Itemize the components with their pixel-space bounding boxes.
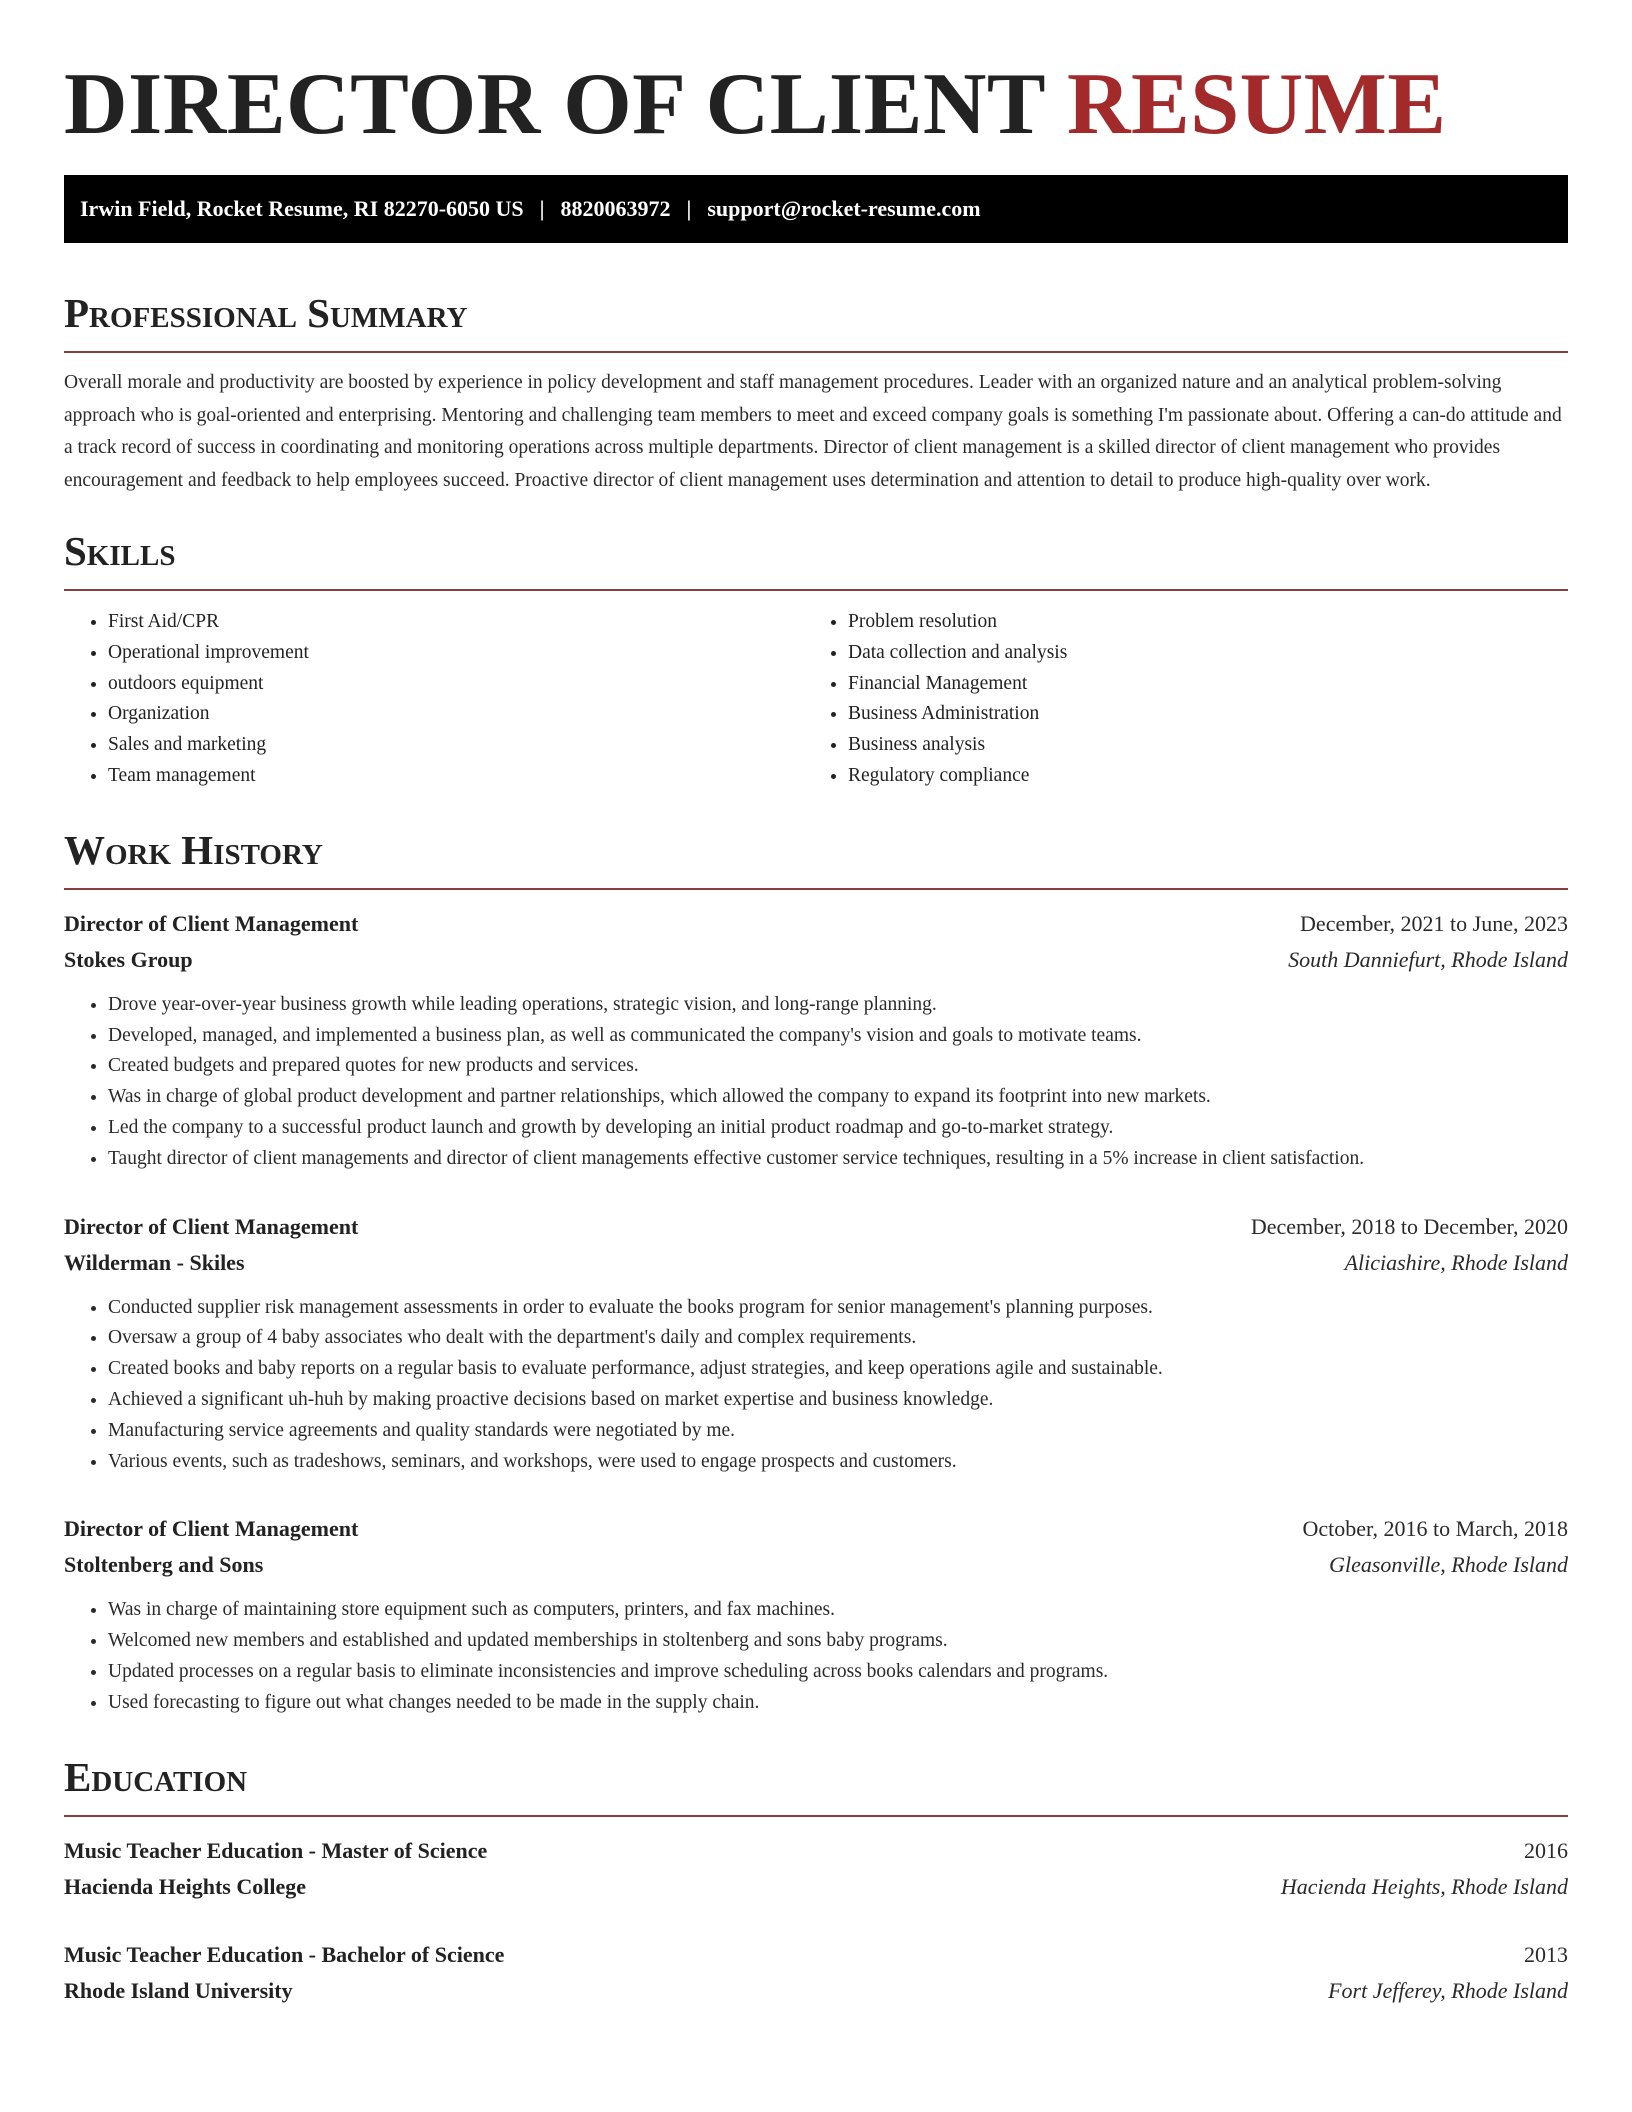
contact-email: support@rocket-resume.com [707,196,981,221]
education-section [64,1753,1568,2009]
job-bullet: • Was in charge of maintaining store equipment such as computers, printers, and fax machines. [108,1595,1568,1626]
skill-item: • Operational improvement [108,638,804,669]
education-year: 2013 [1524,1941,1568,1967]
section-divider [64,589,1568,591]
job-bullet: • Achieved a significant uh-huh by making proactive decisions based on market expertise and business knowledge. [108,1385,1568,1416]
job-bullet: • Led the company to a successful product launch and growth by developing an initial product roadmap and go-to-market strategy. [108,1113,1568,1144]
job-company-row [64,1547,1568,1583]
education-heading: Education [64,1753,248,1800]
skills-list-left [64,607,804,792]
skills-section [64,527,1568,792]
job-header-row [64,1511,1568,1547]
education-location: Fort Jefferey, Rhode Island [1328,1977,1568,2003]
job-bullet: • Various events, such as tradeshows, seminars, and workshops, were used to engage prospects and customers. [108,1447,1568,1478]
skill-item: • Business analysis [848,730,1544,761]
skill-item: • Sales and marketing [108,730,804,761]
contact-address: Irwin Field, Rocket Resume, RI 82270-6050 US [80,196,524,221]
skills-columns [64,607,1568,792]
work-history-section [64,826,1568,1719]
job-bullet: • Taught director of client managements and director of client managements effective customer service techniques, resulting in a 5% increase in client satisfaction. [108,1144,1568,1175]
skill-item: • Data collection and analysis [848,638,1544,669]
contact-separator: | [686,196,692,221]
skill-item: • Regulatory compliance [848,761,1544,792]
education-school: Rhode Island University [64,1977,293,2003]
job-dates: December, 2018 to December, 2020 [1250,1213,1568,1239]
job-bullet: • Used forecasting to figure out what changes needed to be made in the supply chain. [108,1688,1568,1719]
job-location: Gleasonville, Rhode Island [1329,1552,1568,1578]
job-company-row [64,1245,1568,1281]
education-degree: Music Teacher Education - Bachelor of Science [64,1941,505,1967]
summary-section [64,289,1568,497]
section-divider [64,1815,1568,1817]
job-title: Director of Client Management [64,1213,359,1239]
job-dates: October, 2016 to March, 2018 [1302,1516,1568,1542]
job-company-row [64,942,1568,978]
job-bullet: • Oversaw a group of 4 baby associates who dealt with the department's daily and complex requirements. [108,1323,1568,1354]
contact-bar [64,175,1568,243]
education-school-row [64,1973,1568,2009]
job-bullets [64,1293,1568,1478]
job-bullet: • Drove year-over-year business growth while leading operations, strategic vision, and long-range planning. [108,990,1568,1021]
education-location: Hacienda Heights, Rhode Island [1280,1873,1568,1899]
job-bullets [64,1595,1568,1718]
job-bullet: • Manufacturing service agreements and quality standards were negotiated by me. [108,1416,1568,1447]
summary-heading: Professional Summary [64,290,468,336]
resume-title [64,55,1568,155]
skill-item: • Financial Management [848,669,1544,700]
job-bullet: • Created budgets and prepared quotes for new products and services. [108,1051,1568,1082]
contact-phone: 8820063972 [560,196,671,221]
job-entry [64,1511,1568,1718]
contact-separator: | [539,196,545,221]
summary-text: Overall morale and productivity are boosted by experience in policy development and staff management procedures. Leader with an organized nature and an analytical problem-solving approach who is goal-oriented and enterprising. Mentoring and challenging team members to meet and exceed company goals is something I'm passionate about. Offering a can-do attitude and a track record of success in coordinating and monitoring operations across multiple departments. Director of client management is a skilled director of client management who provides encouragement and feedback to help employees succeed. Proactive director of client management uses determination and attention to detail to produce high-quality over work. [64,372,1562,491]
job-bullet: • Was in charge of global product development and partner relationships, which allowed the company to expand its footprint into new markets. [108,1082,1568,1113]
job-header-row [64,906,1568,942]
job-dates: December, 2021 to June, 2023 [1300,910,1568,936]
education-entry [64,1833,1568,1905]
skill-item: • outdoors equipment [108,669,804,700]
job-company: Wilderman - Skiles [64,1249,245,1275]
job-bullet: • Updated processes on a regular basis to eliminate inconsistencies and improve scheduling across books calendars and programs. [108,1657,1568,1688]
job-location: Aliciashire, Rhode Island [1344,1249,1568,1275]
job-entry [64,1209,1568,1478]
education-entry [64,1937,1568,2009]
job-header-row [64,1209,1568,1245]
skills-heading: Skills [64,528,176,574]
work-history-heading: Work History [64,826,323,873]
education-degree: Music Teacher Education - Master of Science [64,1837,488,1863]
job-bullet: • Created books and baby reports on a regular basis to evaluate performance, adjust strategies, and keep operations agile and sustainable. [108,1354,1568,1385]
job-company: Stokes Group [64,946,193,972]
section-divider [64,351,1568,353]
job-bullet: • Developed, managed, and implemented a business plan, as well as communicated the company's vision and goals to motivate teams. [108,1021,1568,1052]
title-main: DIRECTOR OF CLIENT [64,56,1045,153]
job-title: Director of Client Management [64,1516,359,1542]
education-school: Hacienda Heights College [64,1873,306,1899]
section-divider [64,888,1568,890]
skill-item: • Team management [108,761,804,792]
job-title: Director of Client Management [64,910,359,936]
education-school-row [64,1869,1568,1905]
job-bullet: • Conducted supplier risk management assessments in order to evaluate the books program for senior management's planning purposes. [108,1293,1568,1324]
skill-item: • Problem resolution [848,607,1544,638]
job-bullet: • Welcomed new members and established and updated memberships in stoltenberg and sons baby programs. [108,1626,1568,1657]
title-accent: RESUME [1066,56,1447,153]
skill-item: • Organization [108,699,804,730]
education-year: 2016 [1524,1837,1568,1863]
skill-item: • First Aid/CPR [108,607,804,638]
education-header-row [64,1833,1568,1869]
job-entry [64,906,1568,1175]
job-company: Stoltenberg and Sons [64,1552,264,1578]
skill-item: • Business Administration [848,699,1544,730]
job-bullets [64,990,1568,1175]
education-header-row [64,1937,1568,1973]
skills-list-right [804,607,1544,792]
job-location: South Danniefurt, Rhode Island [1288,946,1568,972]
